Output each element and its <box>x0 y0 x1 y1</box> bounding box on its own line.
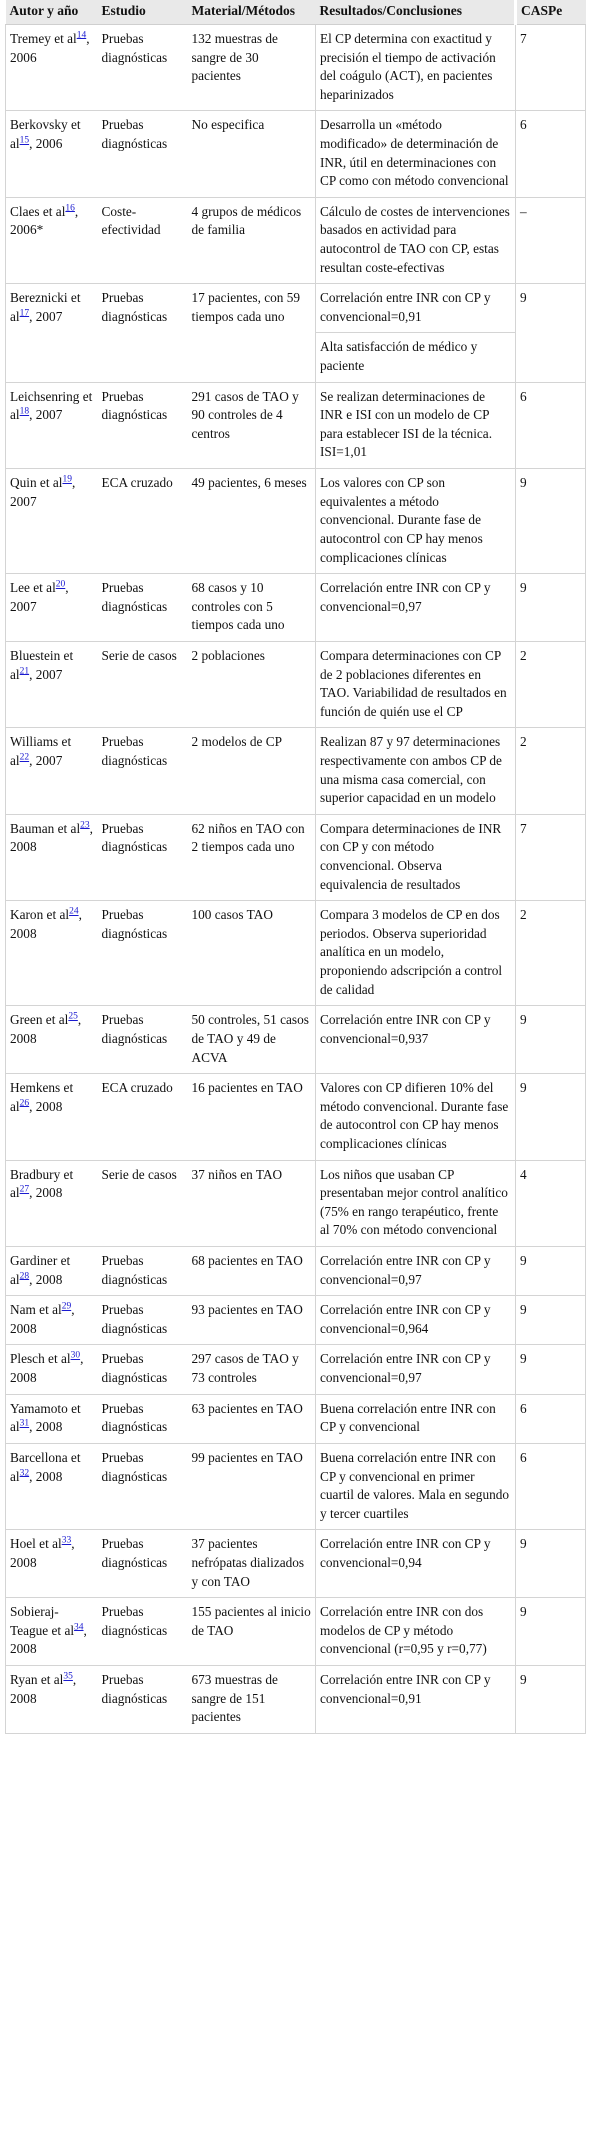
table-row <box>6 814 586 900</box>
caspe-cell: 9 <box>516 1530 586 1598</box>
material-cell: 50 controles, 51 casos de TAO y 49 de ACVA <box>188 1006 316 1074</box>
reference-link[interactable]: 33 <box>61 1535 72 1546</box>
study-cell: Pruebas diagnósticas <box>98 24 188 110</box>
study-cell: Pruebas diagnósticas <box>98 284 188 382</box>
author-year: , 2008 <box>10 907 82 941</box>
table-row <box>6 728 586 814</box>
reference-link[interactable]: 15 <box>19 135 30 146</box>
author-year: , 2006 <box>29 135 63 151</box>
table-row <box>6 1006 586 1074</box>
results-cell: Valores con CP difieren 10% del método convencional. Durante fase de autocontrol con CP hay menos complicaciones clínicas <box>316 1074 516 1160</box>
caspe-cell: 9 <box>516 1074 586 1160</box>
study-cell: Pruebas diagnósticas <box>98 574 188 642</box>
caspe-cell: – <box>516 197 586 283</box>
material-cell: 93 pacientes en TAO <box>188 1296 316 1345</box>
material-cell: 4 grupos de médicos de familia <box>188 197 316 283</box>
study-cell: Pruebas diagnósticas <box>98 1006 188 1074</box>
header-author: Autor y año <box>6 0 98 24</box>
author-name: Plesch et al <box>10 1351 71 1367</box>
caspe-cell: 9 <box>516 1296 586 1345</box>
results-cell: Los valores con CP son equivalentes a método convencional. Durante fase de autocontrol con CP hay menos complicaciones clínicas <box>316 469 516 574</box>
caspe-cell: 7 <box>516 24 586 110</box>
study-cell: Pruebas diagnósticas <box>98 728 188 814</box>
caspe-cell: 9 <box>516 469 586 574</box>
author-year: , 2007 <box>10 475 76 509</box>
author-cell <box>6 469 98 574</box>
caspe-cell: 6 <box>516 1443 586 1529</box>
results-cell: Los niños que usaban CP presentaban mejor control analítico (75% en rango terapéutico, frente al 70% con método convencional <box>316 1160 516 1246</box>
reference-link[interactable]: 19 <box>62 474 72 485</box>
results-cell: Desarrolla un «método modificado» de determinación de INR, útil en determinaciones con CP como con método convencional <box>316 111 516 197</box>
study-cell: Serie de casos <box>98 1160 188 1246</box>
caspe-cell: 6 <box>516 382 586 468</box>
study-cell: Pruebas diagnósticas <box>98 382 188 468</box>
author-year: , 2007 <box>10 580 69 614</box>
material-cell: 291 casos de TAO y 90 controles de 4 centros <box>188 382 316 468</box>
results-cell: Correlación entre INR con CP y convencional=0,97 <box>316 574 516 642</box>
table-row <box>6 641 586 727</box>
author-year: , 2008 <box>10 1622 87 1657</box>
caspe-cell: 9 <box>516 1006 586 1074</box>
material-cell: 62 niños en TAO con 2 tiempos cada uno <box>188 814 316 900</box>
reference-link[interactable]: 28 <box>19 1271 30 1282</box>
author-name: Nam et al <box>10 1302 62 1318</box>
results-cell: El CP determina con exactitud y precisión el tiempo de activación del coágulo (ACT), en pacientes heparinizados <box>316 24 516 110</box>
author-cell <box>6 1074 98 1160</box>
material-cell: 155 pacientes al inicio de TAO <box>188 1598 316 1666</box>
material-cell: 63 pacientes en TAO <box>188 1394 316 1443</box>
author-name: Claes et al <box>10 203 66 219</box>
author-cell <box>6 1006 98 1074</box>
material-cell: 2 poblaciones <box>188 641 316 727</box>
author-name: Hemkens et al <box>10 1080 74 1114</box>
author-name: Tremey et al <box>10 30 77 46</box>
author-cell <box>6 284 98 382</box>
caspe-cell: 9 <box>516 1247 586 1296</box>
table-row <box>6 1074 586 1160</box>
material-cell: No especifica <box>188 111 316 197</box>
table-row <box>6 1160 586 1246</box>
studies-table <box>5 0 586 1734</box>
results-cell: Realizan 87 y 97 determinaciones respectivamente con ambos CP de una misma casa comercial, con superior capacidad en un modelo <box>316 728 516 814</box>
author-name: Yamamoto et al <box>10 1400 81 1435</box>
author-year: , 2008 <box>10 820 93 855</box>
reference-link[interactable]: 20 <box>55 579 66 590</box>
material-cell: 37 pacientes nefrópatas dializados y con TAO <box>188 1530 316 1598</box>
author-name: Sobieraj-Teague et al <box>10 1604 75 1638</box>
author-year: , 2007 <box>29 407 63 423</box>
caspe-cell: 9 <box>516 1665 586 1733</box>
author-cell <box>6 574 98 642</box>
author-year: , 2007 <box>29 666 63 682</box>
results-cell: Correlación entre INR con CP y convencional=0,91 <box>316 1665 516 1733</box>
author-year: , 2008 <box>10 1302 75 1336</box>
material-cell: 68 casos y 10 controles con 5 tiempos cada uno <box>188 574 316 642</box>
author-cell <box>6 24 98 110</box>
material-cell: 673 muestras de sangre de 151 pacientes <box>188 1665 316 1733</box>
reference-link[interactable]: 30 <box>70 1351 81 1362</box>
reference-link[interactable]: 29 <box>61 1301 72 1312</box>
material-cell: 2 modelos de CP <box>188 728 316 814</box>
author-cell <box>6 641 98 727</box>
author-cell <box>6 1598 98 1666</box>
author-year: , 2008 <box>10 1012 82 1046</box>
reference-link[interactable]: 17 <box>19 308 30 319</box>
reference-link[interactable]: 24 <box>69 906 79 917</box>
study-cell: Pruebas diagnósticas <box>98 1296 188 1345</box>
author-cell <box>6 111 98 197</box>
caspe-cell: 7 <box>516 814 586 900</box>
author-year: , 2008 <box>29 1419 63 1435</box>
author-name: Green et al <box>10 1012 69 1028</box>
header-caspe: CASPe <box>516 0 586 24</box>
author-name: Leichsenring et al <box>10 388 93 423</box>
caspe-cell: 9 <box>516 1598 586 1666</box>
study-cell: Pruebas diagnósticas <box>98 111 188 197</box>
author-name: Barcellona et al <box>10 1449 81 1484</box>
author-name: Karon et al <box>10 907 70 923</box>
reference-link[interactable]: 14 <box>76 30 87 41</box>
reference-link[interactable]: 27 <box>19 1184 30 1195</box>
table-row <box>6 1598 586 1666</box>
reference-link[interactable]: 35 <box>63 1671 73 1682</box>
reference-link[interactable]: 18 <box>19 406 30 417</box>
author-cell <box>6 1530 98 1598</box>
table-row <box>6 1345 586 1394</box>
author-name: Bereznicki et al <box>10 290 81 324</box>
caspe-cell: 9 <box>516 284 586 382</box>
table-row <box>6 1247 586 1296</box>
author-cell <box>6 382 98 468</box>
table-row <box>6 1394 586 1443</box>
results-cell: Correlación entre INR con dos modelos de CP y método convencional (r=0,95 y r=0,77) <box>316 1598 516 1666</box>
author-name: Bluestein et al <box>10 647 74 682</box>
author-name: Bradbury et al <box>10 1166 74 1201</box>
study-cell: Pruebas diagnósticas <box>98 1345 188 1394</box>
results-cell: Se realizan determinaciones de INR e ISI con un modelo de CP para establecer ISI de la técnica. ISI=1,01 <box>316 382 516 468</box>
results-cell: Compara determinaciones con CP de 2 poblaciones diferentes en TAO. Variabilidad de resultados en función de quién use el CP <box>316 641 516 727</box>
study-cell: Pruebas diagnósticas <box>98 1247 188 1296</box>
study-cell: Pruebas diagnósticas <box>98 814 188 900</box>
table-row <box>6 469 586 574</box>
author-cell <box>6 1247 98 1296</box>
header-study: Estudio <box>98 0 188 24</box>
author-name: Gardiner et al <box>10 1253 71 1287</box>
table-row <box>6 1296 586 1345</box>
author-cell <box>6 1296 98 1345</box>
author-cell <box>6 728 98 814</box>
study-cell: ECA cruzado <box>98 1074 188 1160</box>
caspe-cell: 9 <box>516 1345 586 1394</box>
caspe-cell: 4 <box>516 1160 586 1246</box>
table-row <box>6 24 586 110</box>
results-cell: Correlación entre INR con CP y convencional=0,937 <box>316 1006 516 1074</box>
study-cell: Pruebas diagnósticas <box>98 1530 188 1598</box>
author-year: , 2008 <box>10 1351 84 1386</box>
table-row <box>6 1665 586 1733</box>
table-row <box>6 284 586 333</box>
author-name: Quin et al <box>10 475 63 491</box>
author-cell <box>6 1345 98 1394</box>
author-cell <box>6 1160 98 1246</box>
results-cell: Buena correlación entre INR con CP y convencional <box>316 1394 516 1443</box>
material-cell: 68 pacientes en TAO <box>188 1247 316 1296</box>
author-name: Berkovsky et al <box>10 117 81 151</box>
reference-link[interactable]: 16 <box>65 203 75 214</box>
reference-link[interactable]: 22 <box>19 752 30 763</box>
author-year: , 2008 <box>10 1536 75 1570</box>
material-cell: 16 pacientes en TAO <box>188 1074 316 1160</box>
reference-link[interactable]: 23 <box>80 820 90 831</box>
results-cell: Correlación entre INR con CP y convencional=0,97 <box>316 1247 516 1296</box>
author-year: , 2008 <box>29 1271 63 1287</box>
material-cell: 100 casos TAO <box>188 901 316 1006</box>
author-name: Bauman et al <box>10 820 81 836</box>
results-cell: Compara determinaciones de INR con CP y con método convencional. Observa equivalencia de resultados <box>316 814 516 900</box>
table-row <box>6 382 586 468</box>
study-cell: Pruebas diagnósticas <box>98 1443 188 1529</box>
reference-link[interactable]: 32 <box>19 1468 30 1479</box>
table-row <box>6 901 586 1006</box>
table-row <box>6 1530 586 1598</box>
reference-link[interactable]: 21 <box>19 666 30 677</box>
author-year: , 2008 <box>10 1671 77 1706</box>
table-row <box>6 197 586 283</box>
author-year: , 2008 <box>29 1185 63 1201</box>
caspe-cell: 2 <box>516 728 586 814</box>
study-cell: Serie de casos <box>98 641 188 727</box>
study-cell: Pruebas diagnósticas <box>98 1394 188 1443</box>
table-body <box>6 24 586 1733</box>
author-year: , 2007 <box>29 308 63 324</box>
results-cell: Buena correlación entre INR con CP y convencional en primer cuartil de valores. Mala en segundo y tercer cuartiles <box>316 1443 516 1529</box>
material-cell: 49 pacientes, 6 meses <box>188 469 316 574</box>
material-cell: 99 pacientes en TAO <box>188 1443 316 1529</box>
header-row <box>6 0 586 24</box>
author-cell <box>6 901 98 1006</box>
author-year: , 2006* <box>10 203 79 238</box>
author-year: , 2008 <box>29 1468 63 1484</box>
table-row <box>6 1443 586 1529</box>
study-cell: Pruebas diagnósticas <box>98 1665 188 1733</box>
table-header <box>6 0 586 24</box>
caspe-cell: 6 <box>516 1394 586 1443</box>
table-row <box>6 574 586 642</box>
reference-link[interactable]: 26 <box>19 1098 30 1109</box>
header-material: Material/Métodos <box>188 0 316 24</box>
material-cell: 132 muestras de sangre de 30 pacientes <box>188 24 316 110</box>
results-cell: Compara 3 modelos de CP en dos periodos. Observa superioridad analítica en un modelo, proponiendo adscripción a control de calidad <box>316 901 516 1006</box>
results-cell: Correlación entre INR con CP y convencional=0,97 <box>316 1345 516 1394</box>
caspe-cell: 2 <box>516 901 586 1006</box>
caspe-cell: 6 <box>516 111 586 197</box>
table-row <box>6 111 586 197</box>
caspe-cell: 2 <box>516 641 586 727</box>
material-cell: 37 niños en TAO <box>188 1160 316 1246</box>
results-cell: Cálculo de costes de intervenciones basados en actividad para autocontrol de TAO con CP, estas resultan coste-efectivas <box>316 197 516 283</box>
study-cell: Pruebas diagnósticas <box>98 901 188 1006</box>
results-cell-secondary: Alta satisfacción de médico y paciente <box>316 333 516 382</box>
author-year: , 2008 <box>29 1098 63 1114</box>
study-cell: Coste-efectividad <box>98 197 188 283</box>
reference-link[interactable]: 31 <box>19 1418 30 1429</box>
author-cell <box>6 1443 98 1529</box>
author-name: Williams et al <box>10 734 72 768</box>
author-name: Lee et al <box>10 580 56 596</box>
author-cell <box>6 1394 98 1443</box>
author-name: Ryan et al <box>10 1671 64 1687</box>
author-cell <box>6 1665 98 1733</box>
author-cell <box>6 197 98 283</box>
results-cell: Correlación entre INR con CP y convencional=0,964 <box>316 1296 516 1345</box>
author-name: Hoel et al <box>10 1536 62 1552</box>
author-cell <box>6 814 98 900</box>
reference-link[interactable]: 34 <box>74 1622 84 1633</box>
study-cell: Pruebas diagnósticas <box>98 1598 188 1666</box>
results-cell: Correlación entre INR con CP y convencional=0,94 <box>316 1530 516 1598</box>
material-cell: 297 casos de TAO y 73 controles <box>188 1345 316 1394</box>
results-cell: Correlación entre INR con CP y convencional=0,91 <box>316 284 516 333</box>
header-results: Resultados/Conclusiones <box>316 0 516 24</box>
material-cell: 17 pacientes, con 59 tiempos cada uno <box>188 284 316 382</box>
caspe-cell: 9 <box>516 574 586 642</box>
author-year: , 2007 <box>29 753 63 768</box>
author-year: , 2006 <box>10 30 90 65</box>
reference-link[interactable]: 25 <box>68 1011 78 1022</box>
study-cell: ECA cruzado <box>98 469 188 574</box>
